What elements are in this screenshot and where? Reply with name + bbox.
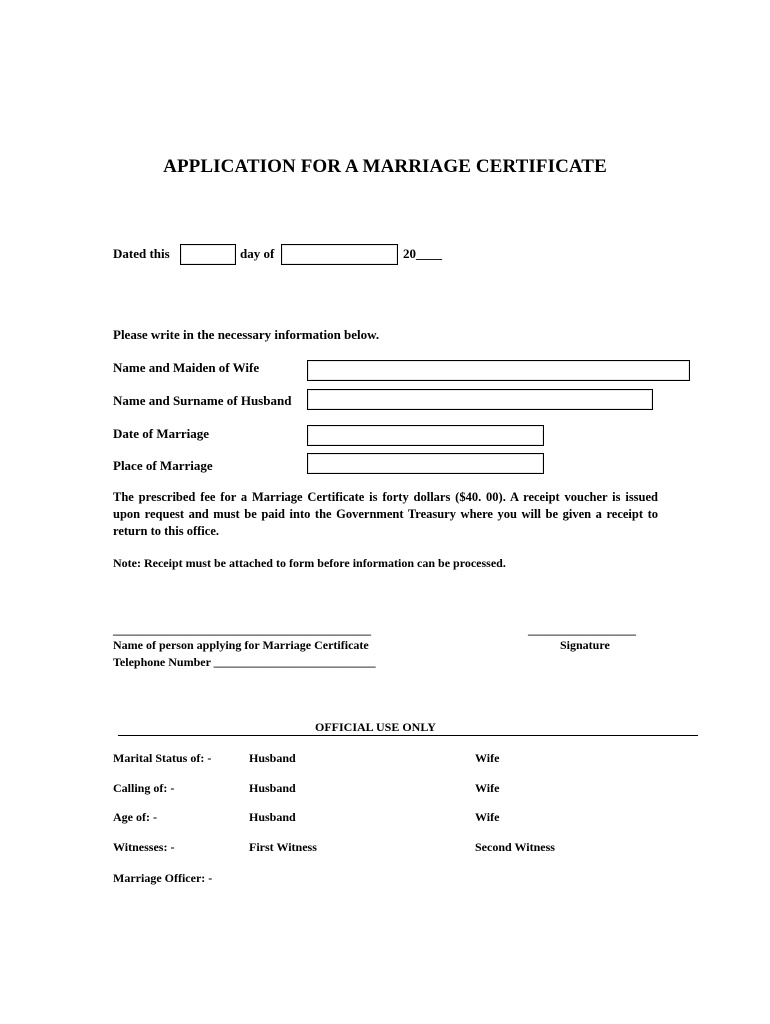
- month-input[interactable]: [281, 244, 398, 265]
- date-of-marriage-label: Date of Marriage: [113, 426, 210, 441]
- applicant-name-label: Name of person applying for Marriage Certificate: [113, 638, 369, 652]
- wife-name-input[interactable]: [307, 360, 690, 381]
- wife-name-label: Name and Maiden of Wife: [113, 360, 260, 375]
- calling-label: Calling of: -: [113, 781, 175, 795]
- telephone-field[interactable]: Telephone Number ___________________________: [113, 655, 376, 669]
- applicant-name-line[interactable]: ___________________________________________: [113, 623, 371, 637]
- day-of-label: day of: [240, 246, 275, 261]
- official-divider: [118, 735, 698, 736]
- marital-status-label: Marital Status of: -: [113, 751, 212, 765]
- age-husband: Husband: [249, 810, 296, 824]
- dated-this-label: Dated this: [113, 246, 170, 261]
- place-of-marriage-label: Place of Marriage: [113, 458, 213, 473]
- husband-name-label: Name and Surname of Husband: [113, 393, 292, 408]
- signature-line[interactable]: __________________: [528, 623, 636, 637]
- first-witness: First Witness: [249, 840, 317, 854]
- instructions-text: Please write in the necessary information below.: [113, 327, 380, 342]
- official-use-heading: OFFICIAL USE ONLY: [315, 720, 436, 734]
- marriage-officer-label: Marriage Officer: -: [113, 871, 213, 885]
- marital-status-husband: Husband: [249, 751, 296, 765]
- witnesses-label: Witnesses: -: [113, 840, 175, 854]
- date-of-marriage-input[interactable]: [307, 425, 544, 446]
- calling-husband: Husband: [249, 781, 296, 795]
- fee-paragraph: The prescribed fee for a Marriage Certificate is forty dollars ($40. 00). A receipt voucher is issued upon request and must be paid into the Government Treasury where you will be given a receipt to return to this office.: [113, 490, 658, 538]
- signature-label: Signature: [560, 638, 610, 652]
- form-title: APPLICATION FOR A MARRIAGE CERTIFICATE: [163, 156, 607, 177]
- age-wife: Wife: [475, 810, 500, 824]
- year-field[interactable]: 20____: [403, 246, 442, 261]
- day-input[interactable]: [180, 244, 236, 265]
- calling-wife: Wife: [475, 781, 500, 795]
- age-label: Age of: -: [113, 810, 157, 824]
- marital-status-wife: Wife: [475, 751, 500, 765]
- second-witness: Second Witness: [475, 840, 555, 854]
- husband-name-input[interactable]: [307, 389, 653, 410]
- place-of-marriage-input[interactable]: [307, 453, 544, 474]
- receipt-note: Note: Receipt must be attached to form before information can be processed.: [113, 556, 506, 570]
